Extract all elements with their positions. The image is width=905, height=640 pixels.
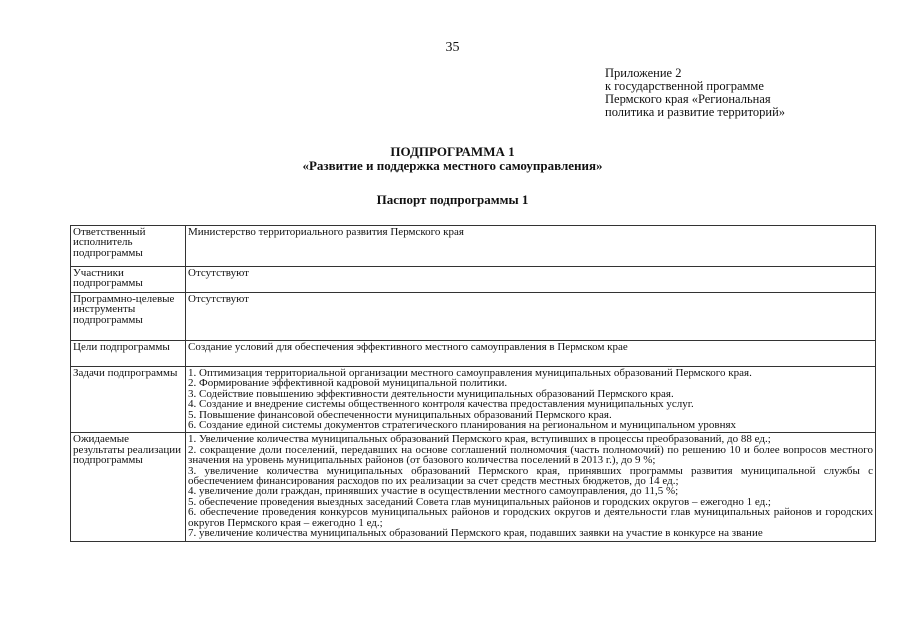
row-label: Цели подпрограммы: [71, 341, 186, 367]
value-line: 4. Создание и внедрение системы общественного контроля качества предоставления муниципальных услуг.: [188, 398, 694, 411]
value-line: Отсутствуют: [188, 293, 249, 305]
row-label: Участники подпрограммы: [71, 267, 186, 293]
table-row: [71, 293, 876, 341]
row-value: [186, 433, 876, 541]
value-line: 6. обеспечение проведения конкурсов муниципальных районов и городских округов и деятельности глав муниципальных районов и городских округов Пермского края – ежегодно 1 ед.;: [188, 506, 873, 529]
value-line: 2. сокращение доли поселений, передавших на основе соглашений полномочия (часть полномочий) по решению 10 и более вопросов местного значения на уровень муниципальных районов (от базового количества поселений в 2013 г.), до 9 %;: [188, 443, 873, 467]
value-line: 5. обеспечение проведения выездных заседаний Совета глав муниципальных районов и городских округов – ежегодно 1 ед.;: [188, 495, 771, 508]
subprogram-name: «Развитие и поддержка местного самоуправления»: [302, 158, 603, 173]
row-label: Ожидаемые результаты реализации подпрограммы: [71, 433, 186, 541]
appendix-line: Приложение 2: [605, 66, 682, 80]
appendix-note: [605, 67, 785, 119]
value-line: Создание условий для обеспечения эффективного местного самоуправления в Пермском крае: [188, 341, 628, 353]
value-line: 2. Формирование эффективной кадровой муниципальной политики.: [188, 377, 508, 390]
row-label: Ответственный исполнитель подпрограммы: [71, 226, 186, 267]
page-number: 35: [445, 40, 460, 55]
value-line: 3. увеличение количества муниципальных образований Пермского края, принявших программы развития муниципальной службы с обеспечением финансирования расходов по их реализации за счет средств местных бюджетов, до 14 ед.;: [188, 464, 873, 488]
row-value: [186, 293, 876, 341]
table-row: [71, 226, 876, 267]
row-value: [186, 341, 876, 367]
table-row: [71, 341, 876, 367]
row-label: Задачи подпрограммы: [71, 367, 186, 433]
value-line: 4. увеличение доли граждан, принявших участие в осуществлении местного самоуправления, до 11,5 %;: [188, 485, 679, 498]
value-line: 1. Увеличение количества муниципальных образований Пермского края, вступивших в процессы преобразований, до 88 ед.;: [188, 433, 771, 446]
appendix-line: к государственной программе: [605, 79, 764, 93]
appendix-line: Пермского края «Региональная: [605, 92, 771, 106]
value-line: 1. Оптимизация территориальной организации местного самоуправления муниципальных образований Пермского края.: [188, 367, 752, 379]
table-row: [71, 433, 876, 541]
value-line: Отсутствуют: [188, 267, 249, 279]
passport-title: Паспорт подпрограммы 1: [376, 192, 529, 207]
table-row: [71, 267, 876, 293]
appendix-line: политика и развитие территорий»: [605, 105, 786, 119]
value-line: 6. Создание единой системы документов стратегического планирования на региональном и муниципальном уровнях: [188, 419, 737, 432]
subprogram-title: ПОДПРОГРАММА 1: [390, 144, 515, 159]
row-label: Программно-целевые инструменты подпрограммы: [71, 293, 186, 341]
table-row: [71, 367, 876, 433]
passport-table: [70, 225, 876, 542]
value-line: 5. Повышение финансовой обеспеченности муниципальных образований Пермского края.: [188, 408, 612, 421]
row-value: [186, 267, 876, 293]
value-line: 3. Содействие повышению эффективности деятельности муниципальных образований Пермского края.: [188, 387, 674, 400]
row-value: [186, 226, 876, 267]
value-line: Министерство территориального развития Пермского края: [188, 226, 464, 238]
value-line: 7. увеличение количества муниципальных образований Пермского края, подавших заявки на участие в конкурсе на звание: [188, 527, 763, 540]
row-value: [186, 367, 876, 433]
